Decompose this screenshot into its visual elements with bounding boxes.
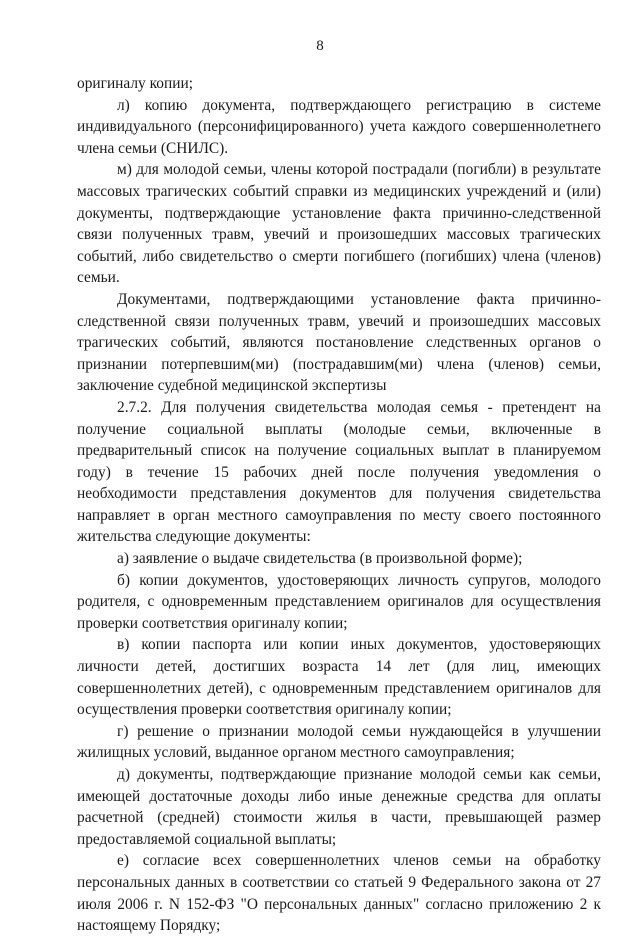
paragraph-item-l: л) копию документа, подтверждающего регистрацию в системе индивидуального (персонифицированного) учета каждого совершеннолетнего члена семьи (СНИЛС). bbox=[77, 96, 601, 157]
paragraph-item-g: г) решение о признании молодой семьи нуждающейся в улучшении жилищных условий, выданное органом местного самоуправления; bbox=[77, 722, 601, 762]
paragraph-documents-definition: Документами, подтверждающими установление факта причинно-следственной связи полученных травм, увечий и произошедших массовых трагических событий, являются постановление следственных органов о признании потерпевшим(ми) (пострадавшим(ми) члена (членов) семьи, заключение судебной медицинской экспертизы bbox=[77, 290, 601, 395]
paragraph-item-a: а) заявление о выдаче свидетельства (в произвольной форме); bbox=[117, 550, 523, 568]
page-number: 8 bbox=[316, 38, 324, 54]
paragraph-item-e: е) согласие всех совершеннолетних членов семьи на обработку персональных данных в соответствии со статьей 9 Федерального закона от 27 июля 2006 г. N 152-ФЗ "О персональных данных" согласно приложению 2 к настоящему Порядку; bbox=[77, 852, 601, 935]
paragraph-item-b: б) копии документов, удостоверяющих личность супругов, молодого родителя, с одновременным представлением оригиналов для осуществления проверки соответствия оригиналу копии; bbox=[77, 571, 601, 632]
paragraph-item-m: м) для молодой семьи, члены которой пострадали (погибли) в результате массовых трагических событий справки из медицинских учреждений и (или) документы, подтверждающие установление факта причинно-следственной связи полученных травм, увечий и произошедших массовых трагических событий, либо свидетельство о смерти погибшего (погибших) члена (членов) семьи. bbox=[77, 161, 601, 287]
paragraph-continuation: оригиналу копии; bbox=[77, 75, 193, 92]
paragraph-section-2-7-2: 2.7.2. Для получения свидетельства молодая семья - претендент на получение социальной выплаты (молодые семьи, включенные в предварительный список на получение социальных выплат в планируемом году) в течение 15 рабочих дней после получения уведомления о необходимости представления документов для получения свидетельства направляет в орган местного самоуправления по месту своего постоянного жительства следующие документы: bbox=[77, 398, 601, 546]
document-body bbox=[77, 73, 601, 937]
paragraph-item-v: в) копии паспорта или копии иных документов, удостоверяющих личности детей, достигших возраста 14 лет (для лиц, имеющих совершеннолетних детей), с одновременным представлением оригиналов для осуществления проверки соответствия оригиналу копии; bbox=[77, 636, 601, 719]
paragraph-item-d: д) документы, подтверждающие признание молодой семьи как семьи, имеющей достаточные доходы либо иные денежные средства для оплаты расчетной (средней) стоимости жилья в части, превышающей размер предоставляемой социальной выплаты; bbox=[77, 766, 601, 848]
